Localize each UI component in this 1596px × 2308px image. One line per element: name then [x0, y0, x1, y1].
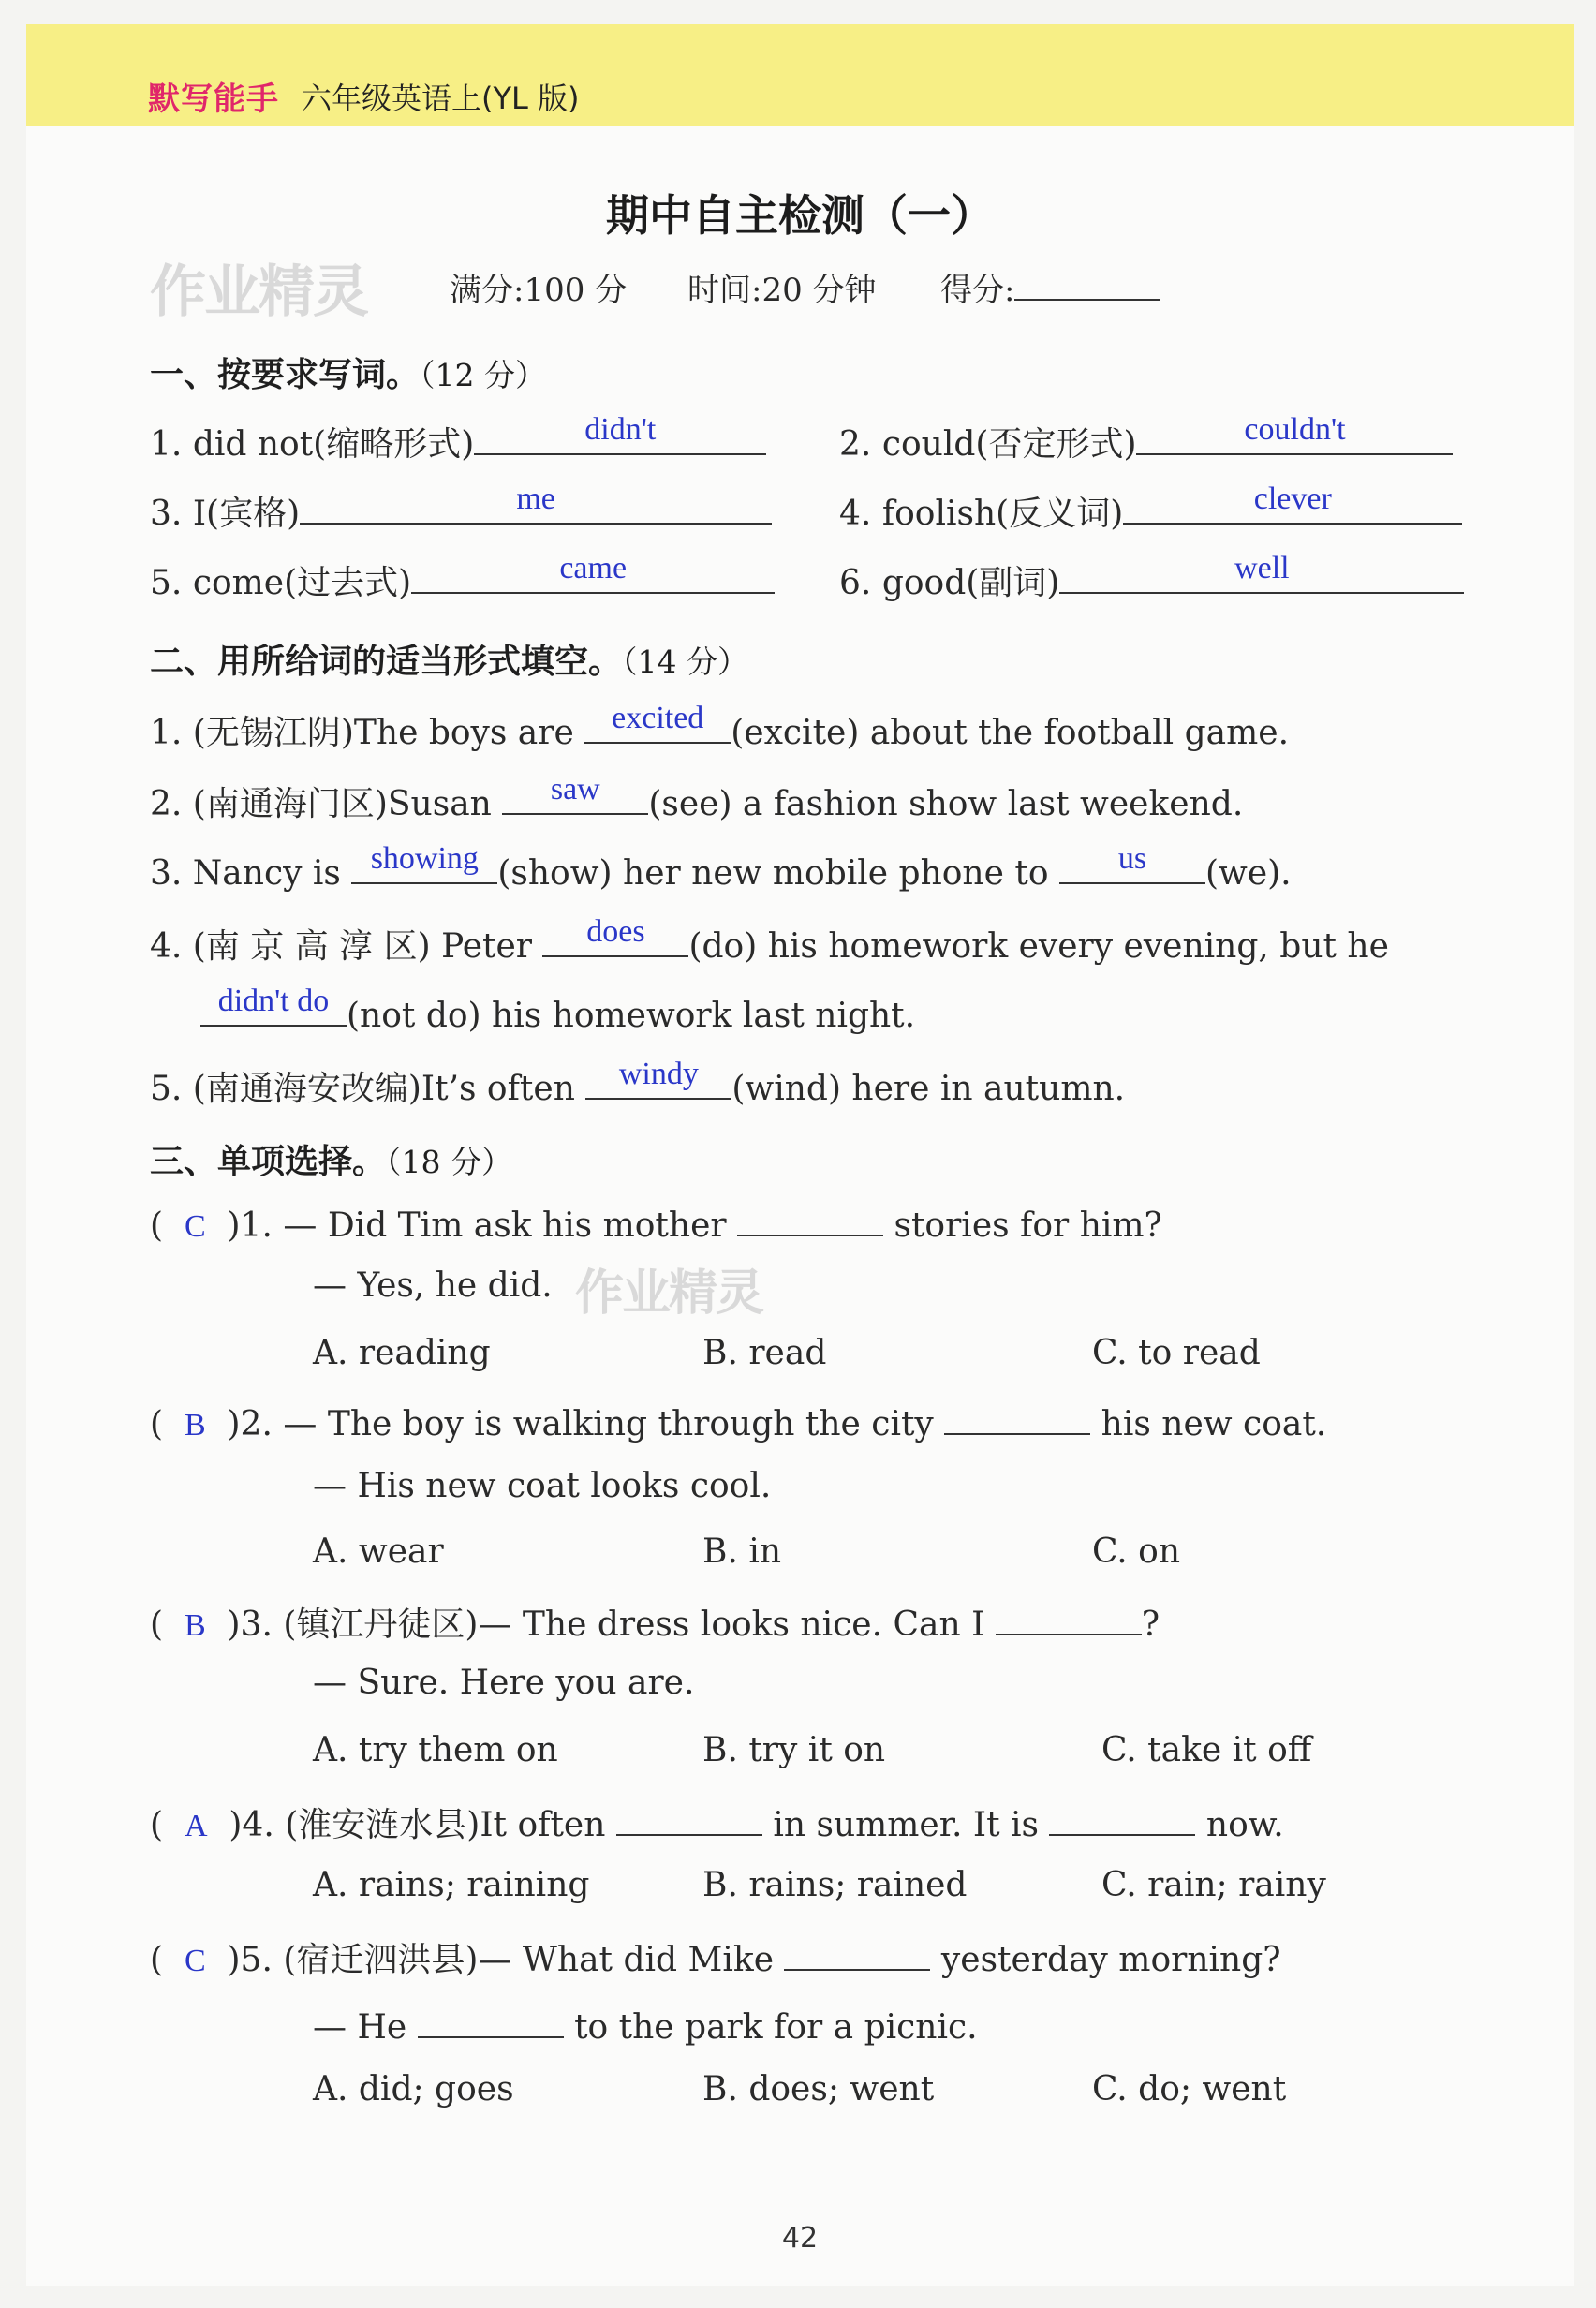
answer-blank[interactable]: didn't — [474, 420, 766, 455]
s1-item-6: 6. good(副词) well — [839, 556, 1464, 604]
answer-blank[interactable] — [616, 1800, 762, 1836]
s3-q2-option-c[interactable]: C. on — [1092, 1532, 1181, 1571]
answer-blank[interactable]: us — [1059, 849, 1205, 884]
s2-question-5: 5. (南通海安改编)It’s often windy (wind) here in autumn. — [150, 1057, 1126, 1108]
s2-question-3: 3. Nancy is showing (show) her new mobile phone to us (we). — [150, 841, 1292, 893]
s3-q5-option-b[interactable]: B. does; went — [702, 2070, 935, 2108]
s3-question-1: ( C )1. — Did Tim ask his mother stories for him? — [150, 1201, 1162, 1245]
answer-blank[interactable] — [418, 2003, 564, 2038]
answer-blank[interactable]: clever — [1123, 489, 1462, 525]
s3-question-5: ( C )5. (宿迁泗洪县)— What did Mike yesterday morning? — [150, 1933, 1281, 1981]
s2-question-2: 2. (南通海门区)Susan saw (see) a fashion show last weekend. — [150, 772, 1244, 823]
s3-question-3: ( B )3. (镇江丹徒区)— The dress looks nice. Can I ? — [150, 1598, 1160, 1646]
answer-blank[interactable] — [996, 1600, 1142, 1635]
s3-q1-option-c[interactable]: C. to read — [1092, 1334, 1261, 1372]
book-subtitle: 六年级英语上(YL 版) — [302, 81, 580, 116]
s3-q1-option-b[interactable]: B. read — [702, 1334, 827, 1372]
s3-q4-option-b[interactable]: B. rains; rained — [702, 1866, 968, 1904]
header-band — [26, 24, 1574, 126]
watermark: 作业精灵 — [150, 259, 367, 325]
s2-question-1: 1. (无锡江阴)The boys are excited (excite) about the football game. — [150, 701, 1290, 752]
answer-blank[interactable]: didn't do — [200, 991, 347, 1027]
s3-q3-option-c[interactable]: C. take it off — [1101, 1731, 1312, 1769]
section2-title: 二、用所给词的适当形式填空。（14 分） — [150, 643, 748, 681]
watermark: 作业精灵 — [575, 1265, 763, 1322]
full-score: 满分:100 分 — [450, 272, 628, 309]
worksheet-page — [26, 24, 1574, 2286]
answer-blank[interactable]: came — [411, 558, 775, 594]
answer-blank[interactable] — [944, 1399, 1090, 1435]
choice-answer[interactable]: C — [184, 1944, 206, 1978]
s1-item-1: 1. did not(缩略形式) didn't — [150, 418, 766, 466]
choice-answer[interactable]: B — [184, 1408, 206, 1442]
answer-blank[interactable] — [737, 1201, 883, 1236]
s3-q5-option-c[interactable]: C. do; went — [1092, 2070, 1287, 2108]
s3-question-2: ( B )2. — The boy is walking through the city his new coat. — [150, 1399, 1326, 1443]
s3-q5-option-a[interactable]: A. did; goes — [313, 2070, 514, 2108]
s3-q4-option-a[interactable]: A. rains; raining — [313, 1866, 590, 1904]
answer-blank[interactable] — [1049, 1800, 1195, 1836]
s1-item-5: 5. come(过去式) came — [150, 556, 775, 604]
answer-blank[interactable]: saw — [502, 779, 648, 815]
s3-question-3-reply: — Sure. Here you are. — [313, 1664, 695, 1702]
section1-title: 一、按要求写词。（12 分） — [150, 356, 546, 394]
s1-item-3: 3. I(宾格) me — [150, 487, 772, 535]
answer-blank[interactable]: couldn't — [1136, 420, 1453, 455]
s1-item-4: 4. foolish(反义词) clever — [839, 487, 1462, 535]
choice-answer[interactable]: A — [184, 1809, 208, 1843]
s3-question-4: ( A )4. (淮安涟水县)It often in summer. It is now. — [150, 1798, 1284, 1846]
s3-q4-option-c[interactable]: C. rain; rainy — [1101, 1866, 1326, 1904]
choice-answer[interactable]: B — [184, 1608, 206, 1643]
answer-blank[interactable]: excited — [584, 708, 731, 744]
answer-blank[interactable] — [784, 1935, 930, 1971]
answer-blank[interactable]: does — [542, 922, 688, 957]
choice-answer[interactable]: C — [184, 1209, 206, 1244]
score-blank[interactable] — [1014, 267, 1160, 301]
s1-item-2: 2. could(否定形式) couldn't — [839, 418, 1453, 466]
s3-q2-option-a[interactable]: A. wear — [313, 1532, 444, 1571]
s3-question-1-reply: — Yes, he did. — [313, 1266, 553, 1305]
s2-question-4-line2: didn't do (not do) his homework last night. — [200, 991, 915, 1035]
s3-question-5-reply: — He to the park for a picnic. — [313, 2003, 978, 2047]
page-title: 期中自主检测（一） — [606, 190, 994, 241]
s2-question-4-line1: 4. (南 京 高 淳 区) Peter does (do) his homework every evening, but he — [150, 914, 1389, 966]
s3-question-2-reply: — His new coat looks cool. — [313, 1467, 772, 1505]
section3-title: 三、单项选择。（18 分） — [150, 1143, 512, 1181]
brand-name: 默写能手 — [148, 81, 279, 118]
answer-blank[interactable]: me — [300, 489, 772, 525]
score-label: 得分: — [940, 264, 1160, 310]
s3-q1-option-a[interactable]: A. reading — [313, 1334, 491, 1372]
answer-blank[interactable]: windy — [585, 1064, 732, 1100]
s3-q3-option-b[interactable]: B. try it on — [702, 1731, 886, 1769]
s3-q2-option-b[interactable]: B. in — [702, 1532, 782, 1571]
answer-blank[interactable]: well — [1059, 558, 1464, 594]
s3-q3-option-a[interactable]: A. try them on — [313, 1731, 558, 1769]
time-limit: 时间:20 分钟 — [687, 272, 877, 309]
answer-blank[interactable]: showing — [351, 849, 497, 884]
page-number: 42 — [781, 2222, 819, 2255]
